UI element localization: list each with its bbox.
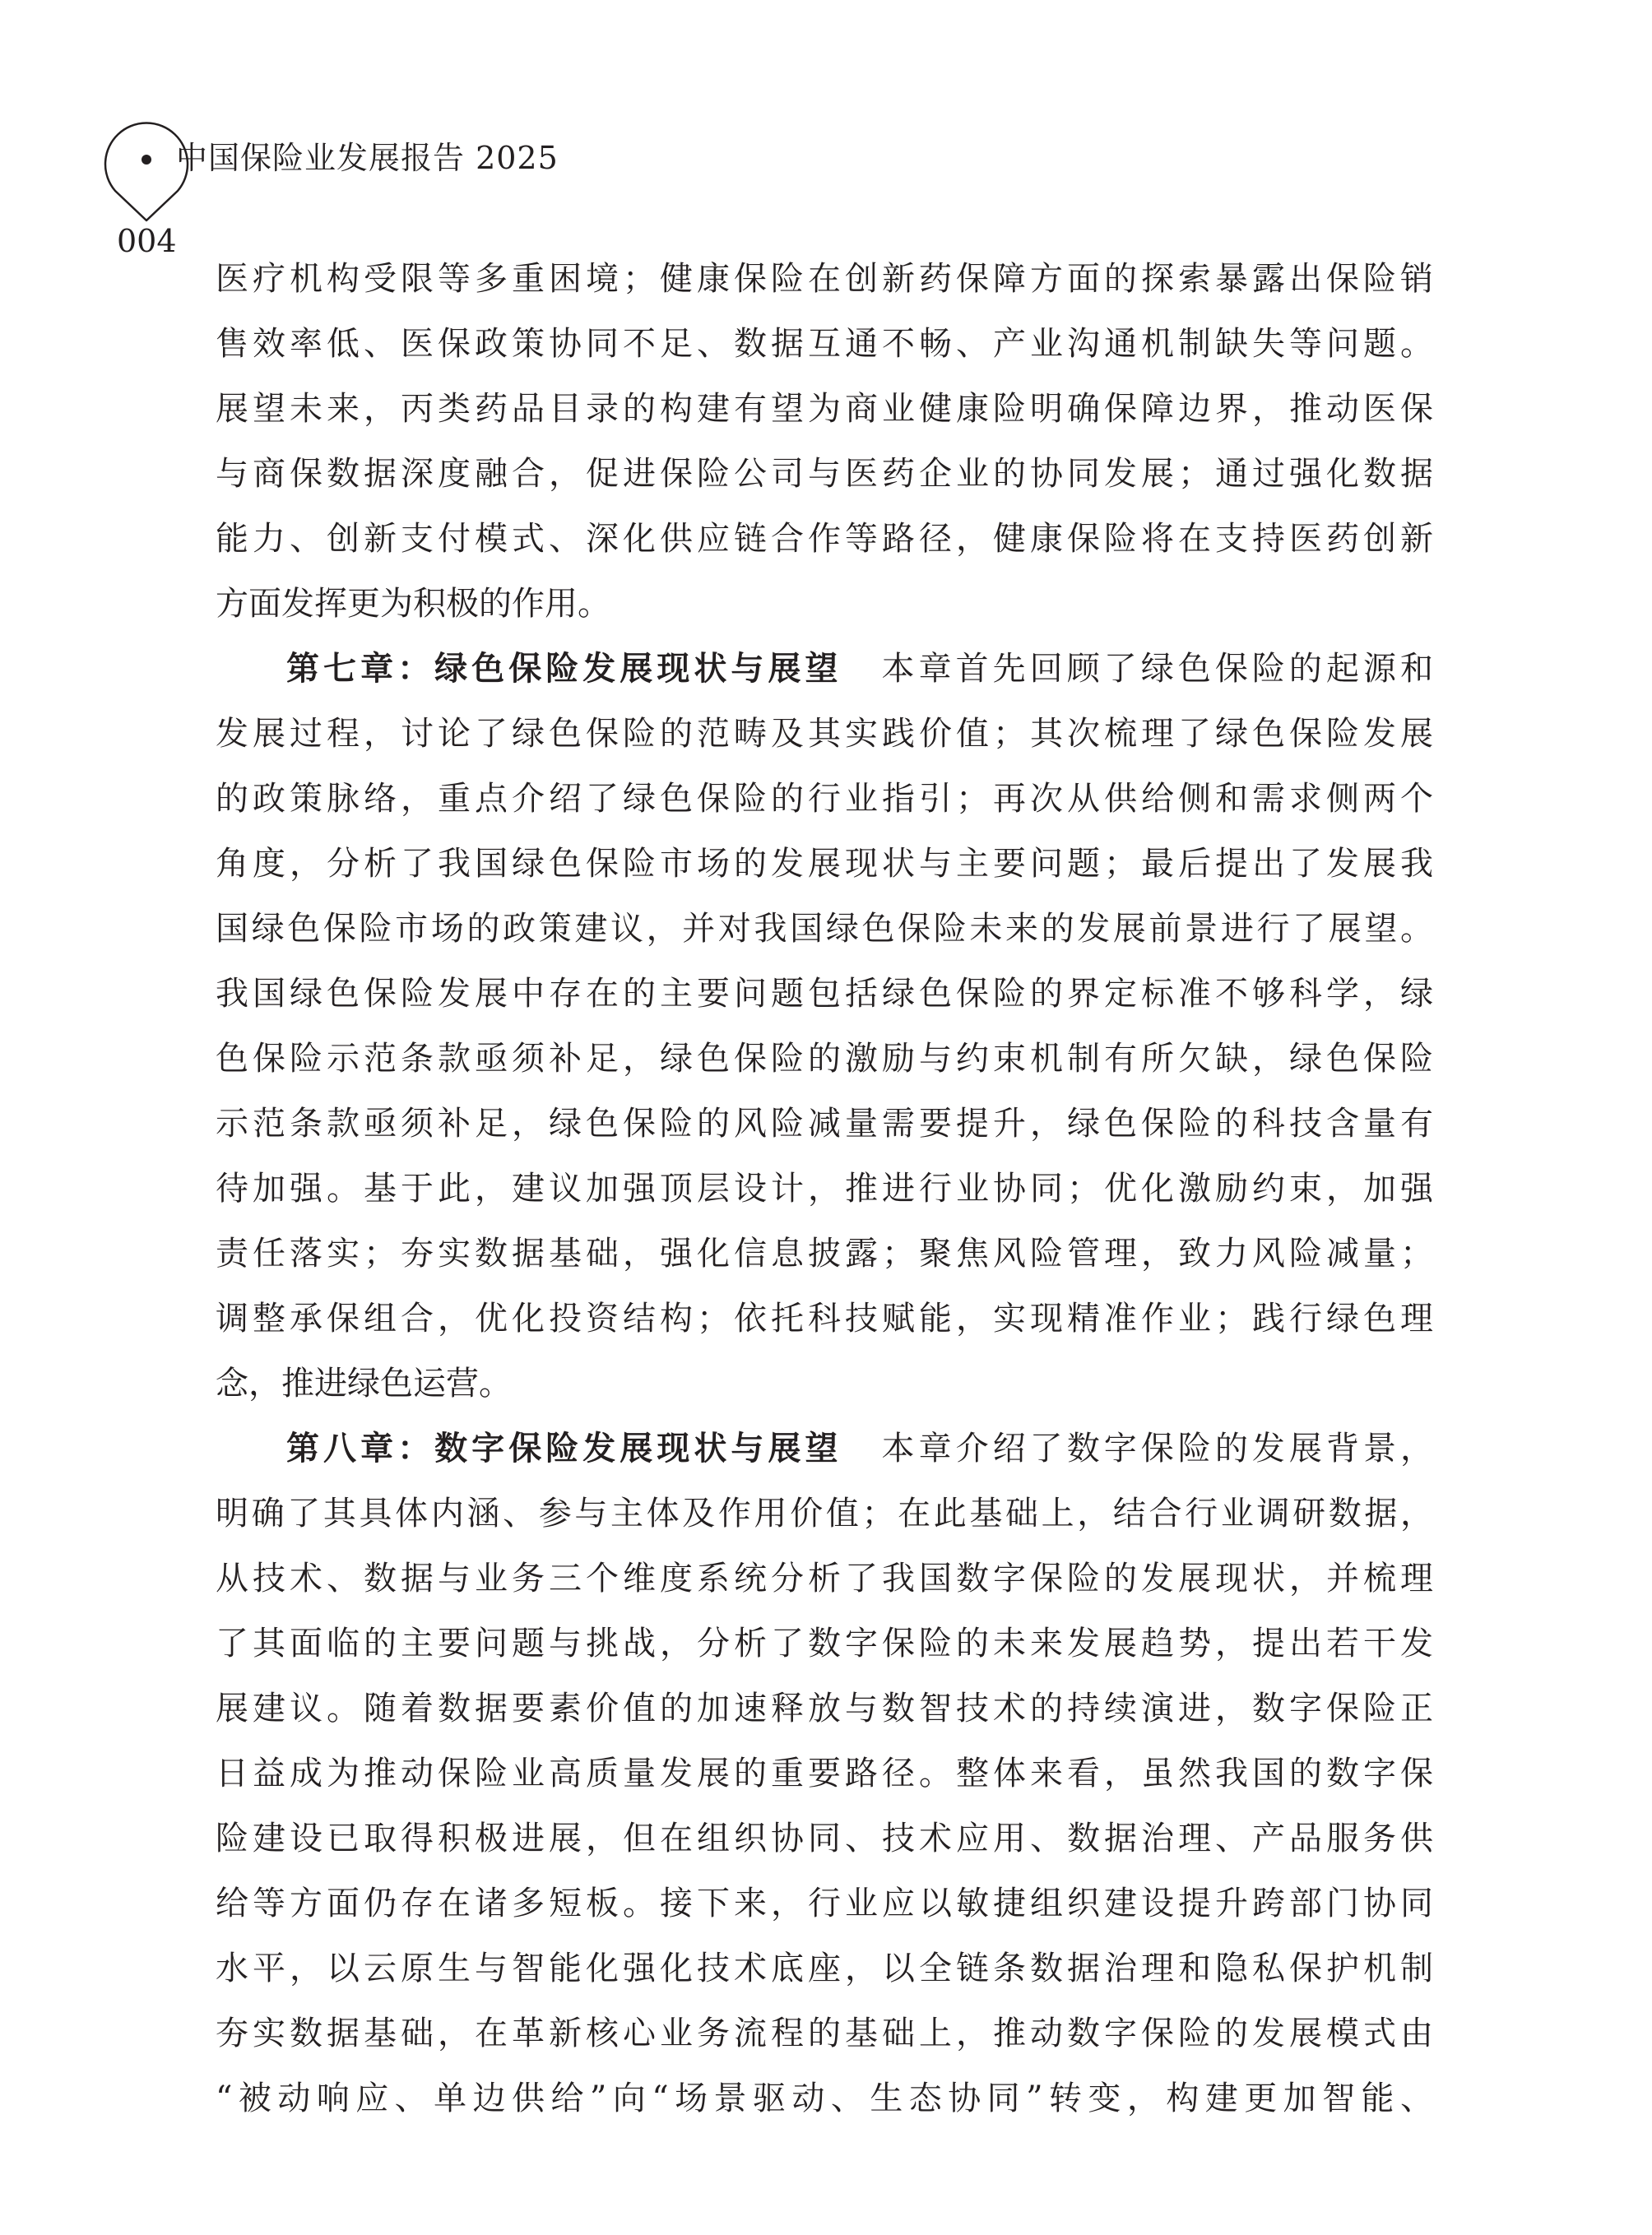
text-line: 发展过程，讨论了绿色保险的范畴及其实践价值；其次梳理了绿色保险发展 (216, 715, 1433, 753)
text-line: 售效率低、医保政策协同不足、数据互通不畅、产业沟通机制缺失等问题。 (216, 325, 1433, 363)
text-line: 了其面临的主要问题与挑战，分析了数字保险的未来发展趋势，提出若干发 (216, 1625, 1433, 1662)
text-line: 日益成为推动保险业高质量发展的重要路径。整体来看，虽然我国的数字保 (216, 1755, 1433, 1792)
text-line: 的政策脉络，重点介绍了绿色保险的行业指引；再次从供给侧和需求侧两个 (216, 780, 1433, 818)
text-line: 念，推进绿色运营。 (216, 1365, 512, 1403)
chapter-7-paragraph (216, 637, 1433, 1417)
text-line: 我国绿色保险发展中存在的主要问题包括绿色保险的界定标准不够科学，绿 (216, 975, 1433, 1013)
text-line: 待加强。基于此，建议加强顶层设计，推进行业协同；优化激励约束，加强 (216, 1170, 1433, 1208)
text-line: 明确了其具体内涵、参与主体及作用价值；在此基础上，结合行业调研数据， (216, 1495, 1433, 1533)
text-line: 给等方面仍存在诸多短板。接下来，行业应以敏捷组织建设提升跨部门协同 (216, 1885, 1433, 1922)
text-line: 示范条款亟须补足，绿色保险的风险减量需要提升，绿色保险的科技含量有 (216, 1105, 1433, 1143)
body-text (216, 247, 1433, 2131)
text-line: 色保险示范条款亟须补足，绿色保险的激励与约束机制有所欠缺，绿色保险 (216, 1040, 1433, 1078)
text-line: 能力、创新支付模式、深化供应链合作等路径，健康保险将在支持医药创新 (216, 520, 1433, 558)
text-line: 从技术、数据与业务三个维度系统分析了我国数字保险的发展现状，并梳理 (216, 1560, 1433, 1597)
chapter-7-intro: 本章首先回顾了绿色保险的起源和 (881, 650, 1434, 688)
text-line: 与商保数据深度融合，促进保险公司与医药企业的协同发展；通过强化数据 (216, 455, 1433, 493)
chapter-8-heading: 第八章：数字保险发展现状与展望 (286, 1430, 842, 1468)
text-line: 医疗机构受限等多重困境；健康保险在创新药保障方面的探索暴露出保险销 (216, 260, 1433, 298)
chapter-8-first-line (216, 1417, 1433, 1481)
text-line: 展望未来，丙类药品目录的构建有望为商业健康险明确保障边界，推动医保 (216, 390, 1433, 428)
text-line: 水平，以云原生与智能化强化技术底座，以全链条数据治理和隐私保护机制 (216, 1950, 1433, 1987)
chapter-7-first-line (216, 637, 1433, 702)
running-header-title: 中国保险业发展报告 2025 (176, 140, 559, 176)
text-line: 调整承保组合，优化投资结构；依托科技赋能，实现精准作业；践行绿色理 (216, 1300, 1433, 1338)
text-line: 方面发挥更为积极的作用。 (216, 585, 610, 623)
text-line: 夯实数据基础，在革新核心业务流程的基础上，推动数字保险的发展模式由 (216, 2015, 1433, 2052)
chapter-7-heading: 第七章：绿色保险发展现状与展望 (286, 650, 842, 688)
text-line: “被动响应、单边供给”向“场景驱动、生态协同”转变，构建更加智能、 (216, 2080, 1433, 2117)
text-line: 责任落实；夯实数据基础，强化信息披露；聚焦风险管理，致力风险减量； (216, 1235, 1433, 1273)
text-line: 国绿色保险市场的政策建议，并对我国绿色保险未来的发展前景进行了展望。 (216, 910, 1433, 948)
intro-paragraph (216, 247, 1433, 637)
page-number: 004 (117, 223, 177, 259)
text-line: 展建议。随着数据要素价值的加速释放与数智技术的持续演进，数字保险正 (216, 1690, 1433, 1727)
chapter-8-intro: 本章介绍了数字保险的发展背景， (881, 1430, 1434, 1468)
chapter-8-paragraph (216, 1417, 1433, 2131)
text-line: 险建设已取得积极进展，但在组织协同、技术应用、数据治理、产品服务供 (216, 1820, 1433, 1857)
text-line: 角度，分析了我国绿色保险市场的发展现状与主要问题；最后提出了发展我 (216, 845, 1433, 883)
